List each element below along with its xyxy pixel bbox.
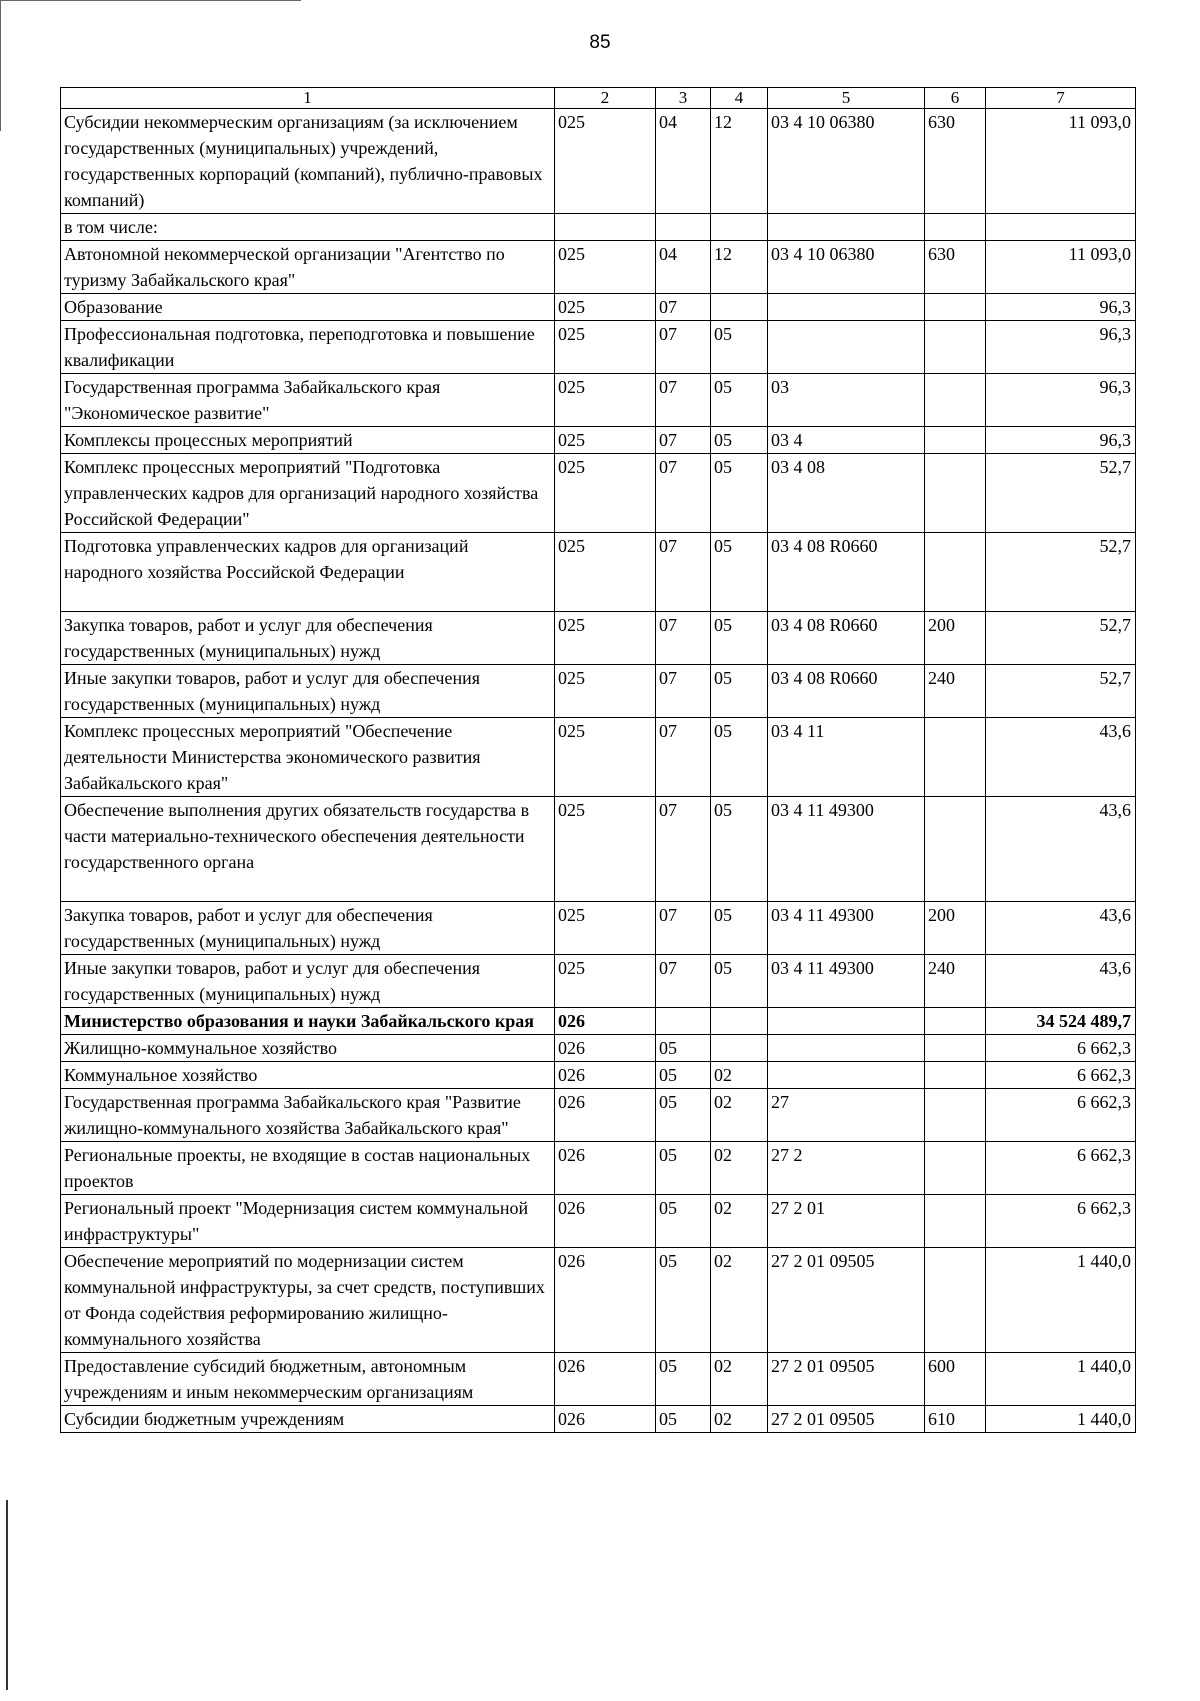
table-row: [61, 665, 1136, 718]
row-expense-type-cell: [925, 1142, 986, 1195]
header-col-1: 1: [61, 88, 555, 109]
table-row: [61, 321, 1136, 374]
row-name-cell: в том числе:: [61, 214, 555, 241]
row-ved-cell: 025: [555, 533, 656, 612]
table-row: [61, 612, 1136, 665]
row-amount-cell: 43,6: [986, 902, 1136, 955]
row-target-article-cell: [768, 321, 925, 374]
table-row: [61, 1406, 1136, 1433]
row-target-article-cell: 03 4 08 R0660: [768, 612, 925, 665]
row-name-cell: Министерство образования и науки Забайкальского края: [61, 1008, 555, 1035]
row-amount-cell: 43,6: [986, 718, 1136, 797]
row-name-cell: Закупка товаров, работ и услуг для обеспечения государственных (муниципальных) нужд: [61, 902, 555, 955]
row-ved-cell: [555, 214, 656, 241]
table-row: [61, 1035, 1136, 1062]
row-section-cell: 07: [656, 718, 711, 797]
row-amount-cell: 6 662,3: [986, 1195, 1136, 1248]
row-name-cell: Государственная программа Забайкальского края "Развитие жилищно-коммунального хозяйства Забайкальского края": [61, 1089, 555, 1142]
row-ved-cell: 025: [555, 902, 656, 955]
row-section-cell: 07: [656, 321, 711, 374]
row-section-cell: 05: [656, 1195, 711, 1248]
row-expense-type-cell: [925, 1062, 986, 1089]
row-ved-cell: 025: [555, 665, 656, 718]
row-expense-type-cell: 240: [925, 955, 986, 1008]
row-subsection-cell: 05: [711, 533, 768, 612]
table-row: [61, 294, 1136, 321]
row-expense-type-cell: 630: [925, 109, 986, 214]
table-row: [61, 1089, 1136, 1142]
row-section-cell: 07: [656, 533, 711, 612]
table-body: [61, 109, 1136, 1433]
row-target-article-cell: 03 4 11: [768, 718, 925, 797]
row-amount-cell: 6 662,3: [986, 1062, 1136, 1089]
row-amount-cell: 6 662,3: [986, 1142, 1136, 1195]
row-ved-cell: 025: [555, 718, 656, 797]
row-name-cell: Государственная программа Забайкальского края "Экономическое развитие": [61, 374, 555, 427]
header-col-2: 2: [555, 88, 656, 109]
row-target-article-cell: [768, 1035, 925, 1062]
row-section-cell: [656, 1008, 711, 1035]
row-amount-cell: 52,7: [986, 612, 1136, 665]
row-amount-cell: 52,7: [986, 533, 1136, 612]
row-subsection-cell: [711, 1035, 768, 1062]
table-row: [61, 955, 1136, 1008]
row-ved-cell: 025: [555, 374, 656, 427]
row-ved-cell: 026: [555, 1142, 656, 1195]
row-target-article-cell: [768, 214, 925, 241]
row-subsection-cell: 05: [711, 955, 768, 1008]
row-target-article-cell: 03 4 10 06380: [768, 241, 925, 294]
row-amount-cell: 11 093,0: [986, 241, 1136, 294]
row-subsection-cell: 12: [711, 241, 768, 294]
row-target-article-cell: 27 2 01 09505: [768, 1353, 925, 1406]
table-row: [61, 533, 1136, 612]
row-subsection-cell: 05: [711, 612, 768, 665]
row-section-cell: 05: [656, 1142, 711, 1195]
row-section-cell: 07: [656, 374, 711, 427]
row-section-cell: 07: [656, 665, 711, 718]
row-subsection-cell: 02: [711, 1089, 768, 1142]
row-subsection-cell: 12: [711, 109, 768, 214]
row-name-cell: Закупка товаров, работ и услуг для обеспечения государственных (муниципальных) нужд: [61, 612, 555, 665]
table-row: [61, 454, 1136, 533]
row-target-article-cell: 03 4 11 49300: [768, 902, 925, 955]
row-name-cell: Жилищно-коммунальное хозяйство: [61, 1035, 555, 1062]
row-ved-cell: 026: [555, 1062, 656, 1089]
row-expense-type-cell: [925, 797, 986, 902]
row-ved-cell: 025: [555, 797, 656, 902]
row-subsection-cell: 02: [711, 1062, 768, 1089]
row-target-article-cell: 03 4 11 49300: [768, 955, 925, 1008]
header-col-3: 3: [656, 88, 711, 109]
row-ved-cell: 026: [555, 1195, 656, 1248]
table-row: [61, 1195, 1136, 1248]
row-amount-cell: 43,6: [986, 955, 1136, 1008]
row-subsection-cell: 05: [711, 321, 768, 374]
row-expense-type-cell: [925, 454, 986, 533]
row-expense-type-cell: [925, 1089, 986, 1142]
row-name-cell: Образование: [61, 294, 555, 321]
row-amount-cell: 6 662,3: [986, 1035, 1136, 1062]
row-section-cell: 05: [656, 1035, 711, 1062]
table-row: [61, 427, 1136, 454]
row-expense-type-cell: [925, 294, 986, 321]
row-name-cell: Региональный проект "Модернизация систем коммунальной инфраструктуры": [61, 1195, 555, 1248]
row-expense-type-cell: 630: [925, 241, 986, 294]
row-target-article-cell: 27 2 01 09505: [768, 1406, 925, 1433]
row-amount-cell: 52,7: [986, 665, 1136, 718]
row-ved-cell: 026: [555, 1008, 656, 1035]
row-name-cell: Иные закупки товаров, работ и услуг для обеспечения государственных (муниципальных) нужд: [61, 665, 555, 718]
table-row: [61, 1142, 1136, 1195]
table-row: [61, 718, 1136, 797]
row-section-cell: 05: [656, 1248, 711, 1353]
row-ved-cell: 025: [555, 427, 656, 454]
row-amount-cell: [986, 214, 1136, 241]
row-section-cell: 04: [656, 109, 711, 214]
row-ved-cell: 025: [555, 321, 656, 374]
row-subsection-cell: 05: [711, 665, 768, 718]
row-target-article-cell: [768, 1062, 925, 1089]
row-name-cell: Иные закупки товаров, работ и услуг для обеспечения государственных (муниципальных) нужд: [61, 955, 555, 1008]
row-target-article-cell: 03 4 11 49300: [768, 797, 925, 902]
margin-rule: [6, 1500, 8, 1690]
table-row: [61, 214, 1136, 241]
row-target-article-cell: [768, 1008, 925, 1035]
table-row: [61, 241, 1136, 294]
row-ved-cell: 025: [555, 612, 656, 665]
row-amount-cell: 6 662,3: [986, 1089, 1136, 1142]
header-row: [61, 88, 1136, 109]
row-amount-cell: 1 440,0: [986, 1406, 1136, 1433]
row-subsection-cell: [711, 1008, 768, 1035]
row-expense-type-cell: [925, 374, 986, 427]
table-row: [61, 1062, 1136, 1089]
row-expense-type-cell: [925, 1008, 986, 1035]
row-target-article-cell: 03 4 08 R0660: [768, 533, 925, 612]
table-row: [61, 1353, 1136, 1406]
row-subsection-cell: 02: [711, 1406, 768, 1433]
row-name-cell: Комплексы процессных мероприятий: [61, 427, 555, 454]
row-expense-type-cell: 200: [925, 902, 986, 955]
row-expense-type-cell: [925, 1195, 986, 1248]
row-amount-cell: 1 440,0: [986, 1248, 1136, 1353]
row-subsection-cell: [711, 294, 768, 321]
row-subsection-cell: 05: [711, 374, 768, 427]
row-name-cell: Профессиональная подготовка, переподготовка и повышение квалификации: [61, 321, 555, 374]
table-header: [61, 88, 1136, 109]
row-name-cell: Обеспечение мероприятий по модернизации систем коммунальной инфраструктуры, за счет средств, поступивших от Фонда содействия реформированию жилищно-коммунального хозяйства: [61, 1248, 555, 1353]
table-row: [61, 1248, 1136, 1353]
row-expense-type-cell: [925, 718, 986, 797]
row-ved-cell: 026: [555, 1406, 656, 1433]
row-expense-type-cell: [925, 1035, 986, 1062]
row-target-article-cell: 03 4 08: [768, 454, 925, 533]
row-target-article-cell: 27 2 01 09505: [768, 1248, 925, 1353]
row-target-article-cell: 27 2 01: [768, 1195, 925, 1248]
row-name-cell: Обеспечение выполнения других обязательств государства в части материально-технического обеспечения деятельности государственного органа: [61, 797, 555, 902]
row-ved-cell: 026: [555, 1035, 656, 1062]
row-target-article-cell: 03 4 10 06380: [768, 109, 925, 214]
row-ved-cell: 025: [555, 454, 656, 533]
header-col-7: 7: [986, 88, 1136, 109]
row-name-cell: Комплекс процессных мероприятий "Подготовка управленческих кадров для организаций народного хозяйства Российской Федерации": [61, 454, 555, 533]
row-amount-cell: 96,3: [986, 321, 1136, 374]
row-section-cell: 07: [656, 294, 711, 321]
row-target-article-cell: 03 4 08 R0660: [768, 665, 925, 718]
row-section-cell: 04: [656, 241, 711, 294]
row-ved-cell: 026: [555, 1248, 656, 1353]
row-target-article-cell: 27: [768, 1089, 925, 1142]
header-col-4: 4: [711, 88, 768, 109]
row-subsection-cell: 02: [711, 1195, 768, 1248]
row-subsection-cell: 05: [711, 427, 768, 454]
row-name-cell: Субсидии бюджетным учреждениям: [61, 1406, 555, 1433]
row-expense-type-cell: 610: [925, 1406, 986, 1433]
row-expense-type-cell: 200: [925, 612, 986, 665]
row-section-cell: [656, 214, 711, 241]
row-section-cell: 07: [656, 612, 711, 665]
row-expense-type-cell: [925, 533, 986, 612]
row-expense-type-cell: [925, 214, 986, 241]
table-row: [61, 109, 1136, 214]
row-name-cell: Предоставление субсидий бюджетным, автономным учреждениям и иным некоммерческим организациям: [61, 1353, 555, 1406]
row-subsection-cell: 05: [711, 718, 768, 797]
row-amount-cell: 1 440,0: [986, 1353, 1136, 1406]
row-amount-cell: 96,3: [986, 374, 1136, 427]
row-expense-type-cell: 600: [925, 1353, 986, 1406]
table-row: [61, 1008, 1136, 1035]
row-expense-type-cell: [925, 427, 986, 454]
row-expense-type-cell: [925, 1248, 986, 1353]
row-expense-type-cell: [925, 321, 986, 374]
row-ved-cell: 026: [555, 1353, 656, 1406]
row-amount-cell: 52,7: [986, 454, 1136, 533]
header-col-5: 5: [768, 88, 925, 109]
budget-table: [60, 87, 1136, 1433]
row-name-cell: Подготовка управленческих кадров для организаций народного хозяйства Российской Федерации: [61, 533, 555, 612]
row-target-article-cell: 27 2: [768, 1142, 925, 1195]
row-subsection-cell: 02: [711, 1248, 768, 1353]
table-row: [61, 902, 1136, 955]
header-col-6: 6: [925, 88, 986, 109]
row-target-article-cell: 03: [768, 374, 925, 427]
row-section-cell: 05: [656, 1089, 711, 1142]
row-section-cell: 07: [656, 427, 711, 454]
page-number: 85: [589, 32, 611, 53]
row-name-cell: Региональные проекты, не входящие в состав национальных проектов: [61, 1142, 555, 1195]
row-name-cell: Коммунальное хозяйство: [61, 1062, 555, 1089]
row-ved-cell: 025: [555, 241, 656, 294]
row-subsection-cell: 02: [711, 1142, 768, 1195]
row-name-cell: Комплекс процессных мероприятий "Обеспечение деятельности Министерства экономического развития Забайкальского края": [61, 718, 555, 797]
row-section-cell: 05: [656, 1406, 711, 1433]
row-target-article-cell: 03 4: [768, 427, 925, 454]
row-amount-cell: 96,3: [986, 427, 1136, 454]
row-amount-cell: 96,3: [986, 294, 1136, 321]
row-section-cell: 05: [656, 1062, 711, 1089]
row-subsection-cell: 05: [711, 797, 768, 902]
row-amount-cell: 34 524 489,7: [986, 1008, 1136, 1035]
row-amount-cell: 11 093,0: [986, 109, 1136, 214]
row-subsection-cell: 05: [711, 454, 768, 533]
row-ved-cell: 025: [555, 955, 656, 1008]
row-subsection-cell: 02: [711, 1353, 768, 1406]
row-name-cell: Субсидии некоммерческим организациям (за исключением государственных (муниципальных) учреждений, государственных корпораций (компаний), публично-правовых компаний): [61, 109, 555, 214]
row-section-cell: 07: [656, 955, 711, 1008]
row-ved-cell: 025: [555, 109, 656, 214]
row-section-cell: 07: [656, 902, 711, 955]
row-amount-cell: 43,6: [986, 797, 1136, 902]
row-section-cell: 07: [656, 454, 711, 533]
row-section-cell: 07: [656, 797, 711, 902]
table-row: [61, 797, 1136, 902]
row-target-article-cell: [768, 294, 925, 321]
row-name-cell: Автономной некоммерческой организации "Агентство по туризму Забайкальского края": [61, 241, 555, 294]
row-subsection-cell: 05: [711, 902, 768, 955]
row-ved-cell: 025: [555, 294, 656, 321]
table-row: [61, 374, 1136, 427]
row-subsection-cell: [711, 214, 768, 241]
row-section-cell: 05: [656, 1353, 711, 1406]
row-expense-type-cell: 240: [925, 665, 986, 718]
row-ved-cell: 026: [555, 1089, 656, 1142]
